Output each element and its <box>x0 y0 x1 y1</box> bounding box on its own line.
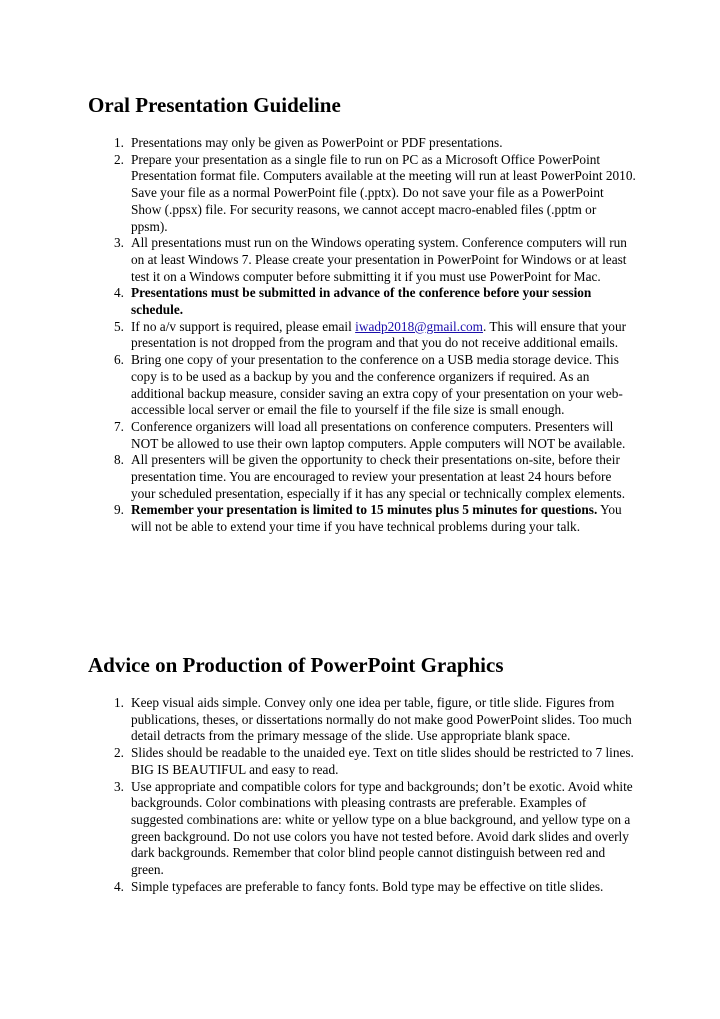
section-heading-oral-presentation: Oral Presentation Guideline <box>88 93 341 117</box>
list-item <box>106 419 636 452</box>
list-item-text: Simple typefaces are preferable to fancy fonts. Bold type may be effective on title slides. <box>131 878 604 894</box>
list-item-text: You will not be able to extend your time if you have technical problems during your talk. <box>131 502 622 535</box>
list-item-bold-text: Remember your presentation is limited to 15 minutes plus 5 minutes for questions. <box>131 502 598 518</box>
list-item-text: If no a/v support is required, please email <box>131 318 356 334</box>
list-item <box>106 452 636 502</box>
list-number: 2. <box>114 151 124 167</box>
list-number: 3. <box>114 235 124 251</box>
list-item-text: . This will ensure that your presentation is not dropped from the program and that you do not receive additional emails. <box>131 318 627 351</box>
list-number: 4. <box>114 285 124 301</box>
oral-guideline-list <box>106 135 636 536</box>
list-number: 1. <box>114 135 124 150</box>
list-item <box>106 135 636 152</box>
list-item <box>106 152 636 236</box>
list-number: 6. <box>114 352 124 368</box>
list-number: 2. <box>114 745 124 761</box>
list-item-bold-text: Presentations must be submitted in advance of the conference before your session schedule. <box>131 285 592 318</box>
list-item <box>106 745 636 778</box>
list-item <box>106 319 636 352</box>
list-item <box>106 352 636 419</box>
list-item-text: Use appropriate and compatible colors for type and backgrounds; don’t be exotic. Avoid white backgrounds. Color combinations with pleasing contrasts are preferable. Examples of suggested combinations are: white or yellow type on a blue background, and yellow type on a green background. Do not use colors you have not tested before. Avoid dark slides and overly dark backgrounds. Remember that color blind people cannot distinguish between red and green. <box>131 778 633 878</box>
list-item-text: Keep visual aids simple. Convey only one idea per table, figure, or title slide. Figures from publications, theses, or dissertations normally do not make good PowerPoint slides. Too much detail detracts from the primary message of the slide. Use appropriate blank space. <box>131 695 632 744</box>
list-item <box>106 779 636 879</box>
list-number: 8. <box>114 452 124 468</box>
list-item <box>106 285 636 318</box>
list-number: 4. <box>114 878 124 894</box>
list-item <box>106 235 636 285</box>
list-item-text: Slides should be readable to the unaided eye. Text on title slides should be restricted to 7 lines. BIG IS BEAUTIFUL and easy to read. <box>131 745 634 777</box>
email-link[interactable]: iwadp2018@gmail.com <box>355 318 483 334</box>
list-item <box>106 879 636 896</box>
powerpoint-advice-list <box>106 695 636 895</box>
list-item-text: All presenters will be given the opportunity to check their presentations on-site, before their presentation time. You are encouraged to review your presentation at least 24 hours before your scheduled presentation, especially if it has any special or technically complex elements. <box>131 452 626 501</box>
list-item <box>106 695 636 745</box>
list-number: 9. <box>114 502 124 518</box>
list-item <box>106 502 636 535</box>
list-number: 5. <box>114 318 124 334</box>
section-heading-powerpoint-advice: Advice on Production of PowerPoint Graphics <box>88 653 504 677</box>
list-item-text: Prepare your presentation as a single file to run on PC as a Microsoft Office PowerPoint Presentation format file. Computers available at the meeting will run at least PowerPoint 2010. Save your file as a normal PowerPoint file (.pptx). Do not save your file as a PowerPoint Show (.ppsx) file. For security reasons, we cannot accept macro-enabled files (.pptm or ppsm). <box>131 151 636 234</box>
list-item-text: Conference organizers will load all presentations on conference computers. Presenters will NOT be allowed to use their own laptop computers. Apple computers will NOT be available. <box>131 418 626 451</box>
list-number: 7. <box>114 418 124 434</box>
list-number: 1. <box>114 695 124 710</box>
list-number: 3. <box>114 778 124 794</box>
list-item-text: Bring one copy of your presentation to the conference on a USB media storage device. This copy is to be used as a backup by you and the conference organizers if required. As an additional backup measure, consider saving an extra copy of your presentation on your web-accessible local server or email the file to yourself if the file size is small enough. <box>131 352 623 418</box>
list-item-text: Presentations may only be given as PowerPoint or PDF presentations. <box>131 135 503 150</box>
list-item-text: All presentations must run on the Windows operating system. Conference computers will run on at least Windows 7. Please create your presentation in PowerPoint for Windows or at least test it on a Windows computer before submitting it if you must use PowerPoint for Mac. <box>131 235 627 284</box>
